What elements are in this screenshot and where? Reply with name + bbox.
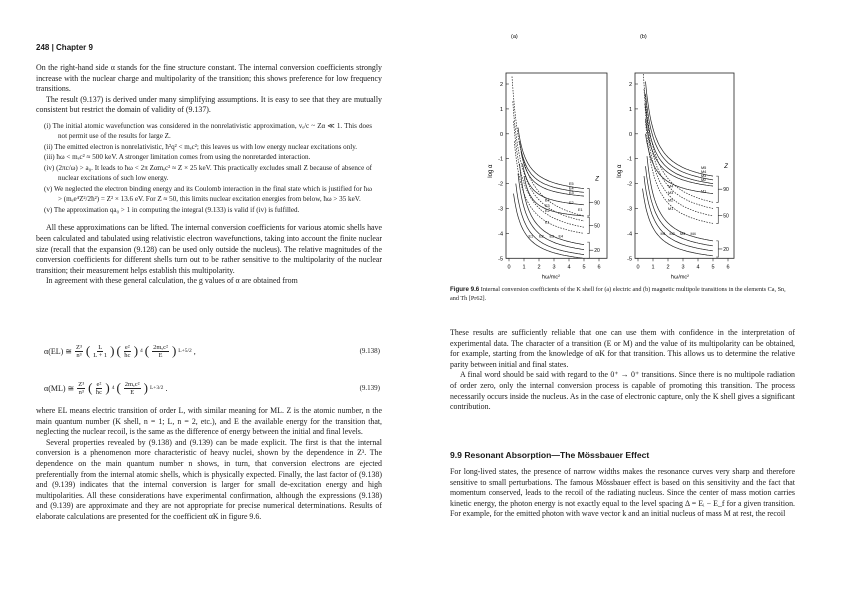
caption-text: Internal conversion coefficients of the K shell for (a) electric and (b) magnetic multipole transitions in the elements Ca, Sn, and Th [Pr62]. (450, 286, 786, 302)
exponent: 4 (140, 348, 143, 354)
paragraph: The result (9.137) is derived under many simplifying assumptions. It is easy to see that they are mutually consistent but restrict the domain of validity of (9.137). (36, 94, 382, 115)
x-tick-label: 0 (636, 264, 640, 271)
x-tick-label: 1 (522, 264, 526, 271)
panel-label: (b) (640, 34, 647, 40)
y-tick-label: 0 (499, 131, 503, 138)
y-tick-label: -4 (498, 231, 503, 238)
denominator: E (158, 351, 163, 359)
denominator: n³ (78, 388, 84, 396)
curve-label: E2 (545, 208, 550, 213)
x-tick-label: 5 (711, 264, 715, 271)
z-bracket (716, 241, 718, 257)
z-value-label: 20 (723, 246, 729, 253)
z-bracket (716, 207, 718, 223)
y-tick-label: -5 (627, 256, 632, 263)
y-tick-label: 2 (499, 82, 503, 88)
section-heading: 9.9 Resonant Absorption—The Mössbauer Effect (450, 450, 650, 460)
curve-e3-z90 (521, 151, 584, 196)
curve-label: M4 (690, 231, 696, 236)
paragraph: For long-lived states, the presence of narrow widths makes the resonance curves very sharp and therefore sensitive to small perturbations. The famous Mössbauer effect is based on this sensitivity and the fact that momentum conserved, leads to the recoil of the radiating nucleus. Since the center of mass motion carries kinetic energy, the photon energy is not exactly equal to the level spacing Δ = Eᵢ − E_f for a given transition. For example, for the emitted photon with wave vector k and an initial nucleus of mass M at rest, the recoil (450, 467, 795, 519)
numerator: e² (124, 343, 130, 351)
curve-label: E1 (528, 234, 534, 239)
plot-frame (506, 73, 607, 258)
y-tick-label: -3 (627, 206, 632, 213)
x-axis-label: ħω/mc² (541, 274, 561, 281)
equation-number: (9.139) (359, 384, 380, 392)
list-item: (iv) (2πc/ω) > a₀. It leads to ħω < 2π Zαmₑc² ≈ Z × 25 keV. This practically excludes small Z because of absence of nuclear excitations of such low energy. (44, 163, 372, 183)
denominator: n³ (76, 351, 82, 359)
curve-m2-z50 (645, 104, 713, 216)
exponent: L+3/2 (149, 385, 164, 391)
z-bracket (587, 189, 589, 216)
z-value-label: 50 (723, 213, 729, 220)
curve-label: M2 (668, 198, 674, 203)
y-axis-label: log α (488, 164, 494, 178)
x-axis-label: ħω/mc² (670, 274, 690, 281)
z-value-label: 20 (594, 248, 600, 255)
x-tick-label: 3 (552, 264, 556, 271)
x-tick-label: 6 (726, 264, 730, 271)
y-tick-label: -2 (498, 181, 503, 188)
y-tick-label: -4 (627, 231, 632, 238)
paragraph: In agreement with these general calculation, the g values of α are obtained from (46, 276, 298, 286)
z-value-label: 90 (594, 200, 600, 207)
x-tick-label: 3 (681, 264, 685, 271)
exponent: L+5/2 (178, 348, 192, 354)
exponent: 4 (111, 385, 115, 391)
curve-label: M2 (669, 231, 675, 236)
list-item: (ii) The emitted electron is nonrelativistic, ħ²q² < mₑc²; this leaves us with low energy nuclear excitations only. (44, 142, 358, 151)
paragraph: These results are sufficiently reliable that one can use them with confidence in the interpretation of experimental data. The character of a transition (E or M) and the value of its multipolarity can be obtained, for example, starting from the knowledge of αK for that transition. This allows us to determine the relative parity between initial and final states. (450, 328, 795, 369)
numerator: L (98, 343, 103, 351)
paragraph: Several properties revealed by (9.138) and (9.139) can be made explicit. The first is that the internal conversion is a phenomenon more characteristic of heavy nuclei, shown by the dependence in Z³. The dependence on the main quantum number n shows, in turn, that conversion electrons are ejected preferentially from the internal atomic shells, which is physically expected. Finally, the last factor of (9.138) and (9.139) indicates that the internal conversion is larger for small de-excitation energy and high multipolarities. All these considerations have experimental confirmation, although the expressions (9.138) and (9.139) are approximate and they are not appropriate for precise numerical determinations. Results of elaborate calculations are presented for the coefficient αK in figure 9.6. (36, 437, 382, 521)
figure-caption (450, 285, 795, 303)
z-bracket (716, 176, 718, 202)
paragraph: A final word should be said with regard to the 0⁺ → 0⁺ transitions. Since there is no multipole radiation of order zero, only the internal conversion process is capable of promoting this transition. The process necessarily occurs inside the nucleus. As in the case of electronic capture, only the K shell gives a significant contribution. (450, 370, 795, 412)
numerator: Z³ (78, 380, 85, 388)
curve-label: M1 (668, 207, 674, 211)
y-tick-label: 1 (499, 106, 503, 113)
y-tick-label: -2 (627, 181, 632, 188)
curve-label: E5 (569, 182, 574, 187)
curve-label: M5 (701, 165, 707, 170)
eq-lhs: α(ML) ≅ (44, 383, 75, 393)
paragraph: All these approximations can be lifted. The internal conversion coefficients for various atomic shells have been calculated and tabulated using relativistic electron wavefunctions, taking into account the finite nuclear size (recall that the expansion (9.128) can be used only outside the nucleus). The relative magnitudes of the conversion coefficients for different shells turn out to be rather sensitive to the multipolarity of the nuclear transition; their measurement helps establish this multipolarity. (36, 223, 382, 275)
curve-label: M3 (680, 231, 686, 236)
y-tick-label: 0 (628, 131, 632, 138)
x-tick-label: 2 (666, 264, 670, 271)
curve-e2-z90 (523, 164, 585, 205)
curve-label: M4 (668, 184, 674, 189)
curve-label: E4 (545, 198, 550, 203)
x-tick-label: 5 (582, 264, 586, 271)
numerator: e² (96, 380, 102, 388)
numerator: Z³ (76, 343, 82, 351)
z-bracket (587, 242, 589, 258)
curve-label: E2 (569, 200, 574, 205)
curve-label: E3 (545, 203, 550, 208)
curve-m1-z20 (643, 189, 714, 256)
denominator: E (130, 388, 135, 396)
page-header: 248 | Chapter 9 (36, 43, 93, 52)
caption-label: Figure 9.6 (450, 286, 480, 293)
eq-punct: . (165, 383, 168, 393)
curve-e1-z90 (524, 176, 584, 216)
equation-9-138: α(EL) ≅ $\frac{\text{Z³}}{\text{n³}}$ ( $\frac{L}{L + 1}$ ) ( $\frac{\text{e²}}{ħc}$ ) 4 ( $\frac{\text{2mₑc²}}{E}$ ) L+5/2 , (9.138) (44, 343, 380, 359)
curve-e5-z90 (518, 128, 584, 189)
denominator: ħc (95, 388, 102, 396)
curve-label: E1 (545, 220, 550, 225)
list-item: (i) The initial atomic wavefunction was considered in the nonrelativistic approximation, vₑ/c ~ Zα ≪ 1. This does not permit use of the results for large Z. (44, 121, 372, 141)
numerator: 2mₑc² (153, 343, 168, 351)
equation-number: (9.138) (359, 347, 380, 355)
eq-punct: , (193, 346, 196, 356)
y-tick-label: -1 (498, 156, 503, 163)
curve-label: E3 (549, 234, 555, 239)
right-page-body (450, 328, 795, 413)
z-value-label: 90 (723, 187, 729, 194)
paragraph: where EL means electric transition of order L, with similar meaning for ML. Z is the atomic number, n the main quantum number (K shell, n = 1; L, n = 2, etc.), and E the available energy for the transition that, neglecting the nuclear recoil, is the same as the difference of energy between the initial and final levels. (36, 406, 382, 437)
curve-label: M4 (701, 170, 707, 175)
z-value-label: 50 (594, 223, 600, 230)
equation-9-139: α(ML) ≅ $\frac{\text{Z³}}{\text{n³}}$ ( $\frac{\text{e²}}{ħc}$ ) 4 ( $\frac{\text{2mₑc²}}{E}$ ) L+3/2 . (9.139) (44, 380, 380, 396)
right-page-body-section (450, 467, 795, 520)
x-tick-label: 4 (696, 264, 700, 271)
x-tick-label: 1 (651, 264, 655, 271)
x-tick-label: 2 (537, 264, 541, 271)
denominator: L + 1 (93, 351, 108, 359)
curve-label: E4 (569, 186, 574, 191)
y-tick-label: -1 (627, 156, 632, 163)
curve-label: M2 (701, 178, 707, 183)
eq-lhs: α(EL) ≅ (44, 346, 72, 356)
y-axis-label: log α (617, 164, 623, 178)
list-item: (iii) ħω < mₑc² ≈ 500 keV. A stronger limitation comes from using the nonretarded interaction. (44, 153, 311, 162)
curve-label: M3 (701, 174, 707, 179)
z-title: Z (724, 164, 728, 171)
y-tick-label: 1 (628, 106, 632, 113)
x-tick-label: 0 (507, 264, 511, 271)
curve-label: M3 (668, 190, 674, 195)
curve-label: E4 (558, 234, 564, 239)
x-tick-label: 4 (567, 264, 571, 271)
y-tick-label: 2 (628, 82, 632, 88)
list-item: (v) The approximation qa₀ > 1 in computing the integral (9.133) is valid if (iv) is fulfilled. (44, 205, 300, 214)
paragraph: On the right-hand side α stands for the fine structure constant. The internal conversion coefficients strongly increase with the nuclear charge and multipolarity of the transition; this shows preference for low frequency transitions. (36, 63, 382, 94)
curve-label: E2 (539, 234, 544, 239)
z-bracket (587, 217, 589, 233)
curve-label: E3 (569, 191, 574, 196)
curve-label: M1 (660, 231, 666, 236)
list-item: (v) We neglected the electron binding energy and its Coulomb interaction in the final state which is justified for ħω > (mₑe⁴Z²/2ħ²) = Z² × 13.6 eV. For Z ≈ 50, this limits nuclear excitation energies from below, ħω > 35 keV. (44, 184, 372, 204)
curve-m2-z20 (644, 176, 713, 251)
z-title: Z (595, 176, 599, 183)
curve-e2-z20 (516, 184, 584, 255)
x-tick-label: 6 (597, 264, 601, 271)
curve-e4-z90 (520, 141, 585, 192)
plot-frame (635, 73, 734, 258)
curve-label: M1 (701, 189, 707, 194)
y-tick-label: -3 (498, 206, 503, 213)
denominator: ħc (124, 351, 131, 359)
y-tick-label: -5 (498, 256, 503, 263)
curve-label: E1 (578, 208, 583, 213)
numerator: 2mₑc² (124, 380, 140, 388)
panel-label: (a) (511, 34, 518, 40)
